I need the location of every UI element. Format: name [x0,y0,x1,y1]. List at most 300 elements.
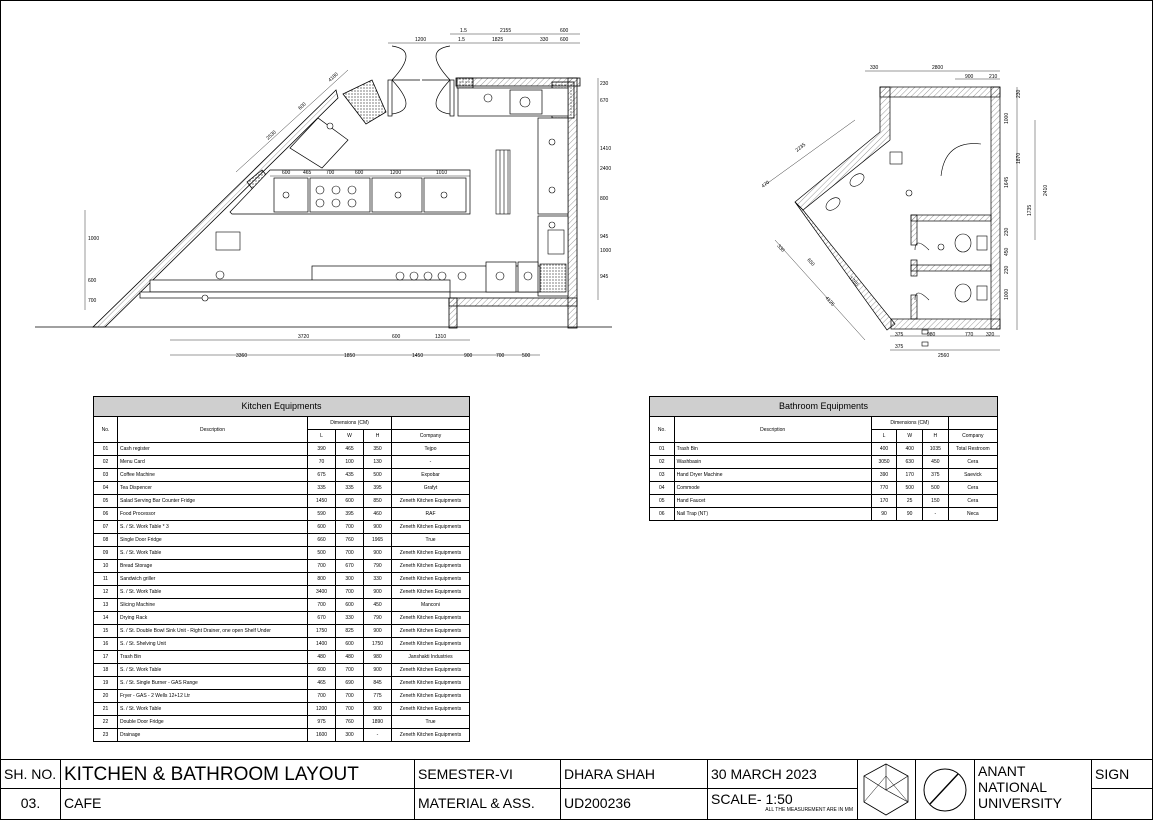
bathroom-cell-no: 04 [650,482,675,495]
svg-text:230: 230 [1016,89,1022,98]
kitchen-cell-no: 06 [94,508,118,521]
kitchen-cell-height: 1750 [364,638,392,651]
svg-text:1735: 1735 [1027,204,1033,216]
kitchen-cell-height: 900 [364,586,392,599]
bathroom-table-title: Bathroom Equipments [650,397,998,417]
kitchen-cell-height: 900 [364,664,392,677]
kitchen-cell-company: Zeneth Kitchen Equipments [392,690,470,703]
bathroom-cell-no: 01 [650,443,675,456]
kitchen-cell-company: Zeneth Kitchen Equipments [392,703,470,716]
bathroom-floor-plan [755,60,1055,360]
kitchen-cell-width: 700 [336,547,364,560]
svg-text:1645: 1645 [1004,176,1010,188]
kitchen-cell-no: 19 [94,677,118,690]
bathroom-row [650,495,998,508]
kitchen-cell-company: Expobar [392,469,470,482]
kt-header-h: H [364,430,392,443]
kitchen-cell-description: Bread Storage [118,560,308,573]
kitchen-cell-company: Janshakti Industries [392,651,470,664]
kitchen-cell-description: Trash Bin [118,651,308,664]
kitchen-cell-height: 900 [364,521,392,534]
kitchen-cell-no: 20 [94,690,118,703]
bt-header-h: H [923,430,949,443]
svg-text:1825: 1825 [492,37,504,43]
kitchen-cell-company: True [392,716,470,729]
kitchen-cell-width: 690 [336,677,364,690]
bathroom-row [650,469,998,482]
kitchen-cell-length: 390 [308,443,336,456]
svg-text:900: 900 [464,353,473,359]
svg-text:1.5: 1.5 [460,28,467,34]
kitchen-cell-description: S. / St. Single Burner - GAS Range [118,677,308,690]
kitchen-cell-company: Zeneth Kitchen Equipments [392,638,470,651]
svg-text:600: 600 [297,101,308,112]
kitchen-cell-height: 395 [364,482,392,495]
kitchen-cell-no: 03 [94,469,118,482]
bathroom-cell-company: Saevick [948,469,997,482]
svg-text:375: 375 [895,332,904,338]
kitchen-cell-description: Drying Rack [118,612,308,625]
main-door [388,46,454,116]
bathroom-cell-width: 25 [897,495,923,508]
svg-text:230: 230 [1004,265,1010,274]
kitchen-row [94,677,470,690]
kitchen-cell-description: S. / St. Shelving Unit [118,638,308,651]
kitchen-cell-company: Manconi [392,599,470,612]
kitchen-cell-no: 23 [94,729,118,742]
svg-text:330: 330 [775,243,786,254]
kitchen-cell-no: 22 [94,716,118,729]
kitchen-cell-no: 17 [94,651,118,664]
kitchen-cell-description: Fryer - GAS - 2 Wells 12+12 Ltr [118,690,308,703]
kitchen-cell-length: 335 [308,482,336,495]
kitchen-cell-no: 11 [94,573,118,586]
bathroom-table-body [650,443,998,521]
kitchen-row [94,482,470,495]
kitchen-cell-height: 900 [364,547,392,560]
kitchen-row [94,508,470,521]
kitchen-cell-height: - [364,729,392,742]
svg-text:670: 670 [600,98,609,104]
kitchen-cell-no: 13 [94,599,118,612]
bathroom-cell-description: Washbasin [674,456,871,469]
kitchen-floor-plan [0,0,620,370]
bt-header-no: No. [650,417,675,443]
kitchen-cell-company: RAF [392,508,470,521]
svg-text:1200: 1200 [390,170,402,176]
svg-text:2400: 2400 [600,166,612,172]
bt-header-l: L [871,430,897,443]
bathroom-cell-company: Cera [948,495,997,508]
bt-header-w: W [897,430,923,443]
svg-text:900: 900 [965,74,974,80]
kitchen-cell-width: 700 [336,664,364,677]
kitchen-cell-height: 450 [364,599,392,612]
kitchen-cell-description: Menu Card [118,456,308,469]
kitchen-cell-length: 700 [308,599,336,612]
svg-text:1000: 1000 [600,248,612,254]
kitchen-cell-company: Zeneth Kitchen Equipments [392,664,470,677]
kitchen-cell-no: 05 [94,495,118,508]
kitchen-cell-width: 825 [336,625,364,638]
title-block [0,759,1153,820]
kitchen-cell-length: 1600 [308,729,336,742]
kitchen-cell-width: 700 [336,586,364,599]
svg-text:1310: 1310 [435,334,447,340]
kitchen-row [94,638,470,651]
scale-cell [707,788,858,820]
kitchen-cell-width: 480 [336,651,364,664]
kitchen-cell-length: 675 [308,469,336,482]
bt-header-company: Company [948,430,997,443]
kitchen-cell-company: Zeneth Kitchen Equipments [392,560,470,573]
kitchen-cell-company: Grafyt [392,482,470,495]
student-name: DHARA SHAH [560,759,708,789]
svg-text:1000: 1000 [1004,288,1010,300]
svg-text:375: 375 [895,344,904,350]
measurement-note: ALL THE MEASUREMENT ARE IN MM [765,807,853,813]
bathroom-cell-description: Nail Trap (NT) [674,508,871,521]
bathroom-cell-company: Total Restroom [948,443,997,456]
svg-text:700: 700 [326,170,335,176]
kitchen-cell-company: - [392,456,470,469]
kitchen-row [94,664,470,677]
svg-text:1850: 1850 [344,353,356,359]
kitchen-cell-no: 21 [94,703,118,716]
svg-text:210: 210 [989,74,998,80]
kitchen-cell-company: Zeneth Kitchen Equipments [392,625,470,638]
kitchen-cell-length: 670 [308,612,336,625]
kitchen-cell-height: 900 [364,625,392,638]
svg-text:1410: 1410 [600,146,612,152]
bathroom-row [650,456,998,469]
svg-text:500: 500 [522,353,531,359]
kitchen-cell-width: 700 [336,703,364,716]
svg-text:2800: 2800 [932,65,944,71]
kitchen-cell-height: 350 [364,443,392,456]
kitchen-cell-length: 975 [308,716,336,729]
sign-field [1091,788,1153,820]
kitchen-cell-width: 435 [336,469,364,482]
bathroom-cell-company: Cera [948,482,997,495]
kitchen-cell-length: 700 [308,690,336,703]
kitchen-cell-description: Double Door Fridge [118,716,308,729]
svg-text:330: 330 [870,65,879,71]
bathroom-cell-length: 390 [871,469,897,482]
kitchen-cell-length: 70 [308,456,336,469]
kitchen-cell-no: 01 [94,443,118,456]
kitchen-cell-no: 16 [94,638,118,651]
kitchen-cell-length: 600 [308,521,336,534]
kitchen-cell-description: S. / St. Work Table [118,586,308,599]
bt-header-dimensions: Dimensions (CM) [871,417,948,430]
svg-text:770: 770 [965,332,974,338]
kitchen-cell-description: Drainage [118,729,308,742]
bathroom-cell-length: 90 [871,508,897,521]
drawing-subtitle: CAFE [60,788,415,820]
semester: SEMESTER-VI [414,759,561,789]
bathroom-cell-width: 500 [897,482,923,495]
kitchen-cell-no: 15 [94,625,118,638]
kitchen-cell-no: 08 [94,534,118,547]
kitchen-cell-company: True [392,534,470,547]
kitchen-cell-length: 590 [308,508,336,521]
bathroom-cell-length: 3050 [871,456,897,469]
kitchen-cell-length: 3400 [308,586,336,599]
svg-text:230: 230 [1004,227,1010,236]
kitchen-cell-height: 845 [364,677,392,690]
kitchen-cell-height: 775 [364,690,392,703]
svg-text:230: 230 [600,81,609,87]
kitchen-cell-height: 130 [364,456,392,469]
drawing-title: KITCHEN & BATHROOM LAYOUT [60,759,415,789]
kitchen-cell-width: 700 [336,690,364,703]
svg-text:600: 600 [355,170,364,176]
kitchen-row [94,495,470,508]
bt-header-description: Description [674,417,871,443]
date: 30 MARCH 2023 [707,759,858,789]
kitchen-cell-description: S. / St. Work Table [118,547,308,560]
svg-text:650: 650 [805,257,816,268]
svg-text:1000: 1000 [88,236,100,242]
kitchen-row [94,469,470,482]
bathroom-cell-description: Hand Dryer Machine [674,469,871,482]
university-logo-cell [857,759,916,820]
scale: SCALE- 1:50 [711,791,793,807]
kitchen-table-title: Kitchen Equipments [94,397,470,417]
svg-text:470: 470 [760,179,771,190]
bathroom-cell-no: 03 [650,469,675,482]
kitchen-row [94,560,470,573]
bathroom-cell-no: 06 [650,508,675,521]
sign-label: SIGN [1091,759,1153,789]
bathroom-cell-height: 375 [923,469,949,482]
kitchen-cell-height: 850 [364,495,392,508]
kitchen-cell-length: 480 [308,651,336,664]
kt-header-description: Description [118,417,308,443]
kitchen-row [94,651,470,664]
svg-text:450: 450 [1004,247,1010,256]
svg-text:320: 320 [986,332,995,338]
kitchen-cell-company: Zeneth Kitchen Equipments [392,677,470,690]
kitchen-cell-length: 700 [308,560,336,573]
svg-text:330: 330 [540,37,549,43]
kitchen-cell-length: 1750 [308,625,336,638]
bathroom-cell-height: 500 [923,482,949,495]
bathroom-row [650,482,998,495]
kitchen-cell-company: Zeneth Kitchen Equipments [392,612,470,625]
kitchen-cell-description: Single Door Fridge [118,534,308,547]
kitchen-cell-description: S. / St. Work Table * 3 [118,521,308,534]
bathroom-cell-height: 450 [923,456,949,469]
svg-text:1.5: 1.5 [458,37,465,43]
svg-text:1010: 1010 [436,170,448,176]
kitchen-cell-description: Sandwich griller [118,573,308,586]
svg-text:2410: 2410 [1043,184,1049,196]
bathroom-row [650,443,998,456]
kt-header-w: W [336,430,364,443]
bathroom-cell-height: - [923,508,949,521]
kt-header-no: No. [94,417,118,443]
kitchen-cell-description: Cash register [118,443,308,456]
svg-text:600: 600 [392,334,401,340]
bathroom-cell-height: 1035 [923,443,949,456]
kitchen-cell-no: 04 [94,482,118,495]
kitchen-cell-company: Zeneth Kitchen Equipments [392,729,470,742]
svg-text:3720: 3720 [298,334,310,340]
kitchen-cell-length: 1400 [308,638,336,651]
kitchen-cell-no: 14 [94,612,118,625]
svg-text:4180: 4180 [327,71,340,84]
kitchen-row [94,612,470,625]
polyhedron-logo-icon [858,760,915,819]
kitchen-cell-description: Tea Dispencer [118,482,308,495]
kitchen-row [94,573,470,586]
kitchen-cell-height: 1890 [364,716,392,729]
kitchen-cell-description: S. / St. Work Table [118,664,308,677]
bathroom-cell-width: 630 [897,456,923,469]
kitchen-cell-length: 660 [308,534,336,547]
kitchen-cell-height: 500 [364,469,392,482]
svg-text:945: 945 [600,234,609,240]
kitchen-cell-width: 600 [336,638,364,651]
kitchen-row [94,547,470,560]
bathroom-cell-length: 170 [871,495,897,508]
kitchen-cell-description: Salad Serving Bar Counter Fridge [118,495,308,508]
kitchen-cell-description: Coffee Machine [118,469,308,482]
svg-text:3360: 3360 [236,353,248,359]
bathroom-row [650,508,998,521]
kitchen-cell-height: 900 [364,703,392,716]
kt-header-company: Company [392,430,470,443]
bathroom-cell-length: 400 [871,443,897,456]
kitchen-cell-no: 09 [94,547,118,560]
kitchen-cell-no: 07 [94,521,118,534]
bathroom-cell-description: Hand Faucet [674,495,871,508]
kitchen-cell-height: 790 [364,612,392,625]
kitchen-cell-width: 300 [336,729,364,742]
svg-text:800: 800 [600,196,609,202]
svg-text:4125: 4125 [823,295,836,308]
svg-text:945: 945 [600,274,609,280]
bt-header-blank [948,417,997,430]
kitchen-cell-length: 465 [308,677,336,690]
svg-text:2530: 2530 [265,129,278,142]
kitchen-cell-width: 600 [336,599,364,612]
svg-text:2560: 2560 [938,353,950,359]
kitchen-equipment-table [93,396,470,742]
kitchen-cell-length: 800 [308,573,336,586]
bathroom-cell-width: 170 [897,469,923,482]
bathroom-cell-width: 90 [897,508,923,521]
bathroom-cell-description: Trash Bin [674,443,871,456]
kitchen-cell-width: 465 [336,443,364,456]
university-name [974,759,1092,820]
student-id: UD200236 [560,788,708,820]
bathroom-cell-description: Commode [674,482,871,495]
kitchen-cell-company: Tejpo [392,443,470,456]
svg-text:600: 600 [88,278,97,284]
kitchen-cell-no: 12 [94,586,118,599]
kitchen-cell-length: 1450 [308,495,336,508]
svg-text:600: 600 [560,28,569,34]
bathroom-equipment-table [649,396,998,521]
svg-text:1000: 1000 [1004,112,1010,124]
kitchen-cell-height: 460 [364,508,392,521]
svg-text:1765: 1765 [847,275,860,288]
svg-text:1870: 1870 [1016,152,1022,164]
kitchen-cell-length: 500 [308,547,336,560]
kitchen-cell-width: 700 [336,521,364,534]
kt-header-blank [392,417,470,430]
svg-text:2155: 2155 [500,28,512,34]
kitchen-row [94,521,470,534]
kitchen-cell-width: 600 [336,495,364,508]
compass-logo-cell [915,759,975,820]
kitchen-cell-description: Slicing Machine [118,599,308,612]
kitchen-cell-company: Zeneth Kitchen Equipments [392,573,470,586]
svg-text:1200: 1200 [415,37,427,43]
kitchen-cell-width: 760 [336,716,364,729]
kitchen-cell-width: 760 [336,534,364,547]
kitchen-cell-height: 790 [364,560,392,573]
kitchen-cell-length: 600 [308,664,336,677]
kitchen-row [94,586,470,599]
kitchen-row [94,690,470,703]
kitchen-cell-description: S. / St. Double Bowl Sink Unit - Right Drainer, one open Shelf Under [118,625,308,638]
kitchen-cell-company: Zeneth Kitchen Equipments [392,495,470,508]
kitchen-row [94,703,470,716]
kitchen-cell-width: 670 [336,560,364,573]
kitchen-cell-width: 330 [336,612,364,625]
kitchen-cell-company: Zeneth Kitchen Equipments [392,521,470,534]
kitchen-row [94,716,470,729]
kitchen-row [94,599,470,612]
svg-text:465: 465 [303,170,312,176]
sheet-number-label: SH. NO. [0,759,61,789]
kitchen-cell-company: Zeneth Kitchen Equipments [392,586,470,599]
bathroom-cell-company: Cera [948,456,997,469]
kitchen-cell-company: Zeneth Kitchen Equipments [392,547,470,560]
bathroom-cell-length: 770 [871,482,897,495]
bathroom-cell-width: 400 [897,443,923,456]
bathroom-cell-height: 150 [923,495,949,508]
bathroom-cell-no: 02 [650,456,675,469]
subject: MATERIAL & ASS. [414,788,561,820]
kitchen-cell-width: 100 [336,456,364,469]
kitchen-cell-height: 980 [364,651,392,664]
university-line-3: UNIVERSITY [978,795,1063,811]
kitchen-row [94,625,470,638]
kitchen-row [94,729,470,742]
svg-text:980: 980 [927,332,936,338]
kitchen-cell-description: Food Processor [118,508,308,521]
svg-text:2235: 2235 [794,141,807,154]
kitchen-cell-width: 335 [336,482,364,495]
svg-text:700: 700 [496,353,505,359]
kitchen-cell-height: 1965 [364,534,392,547]
kitchen-cell-description: S. / St. Work Table [118,703,308,716]
kitchen-cell-no: 18 [94,664,118,677]
bathroom-cell-company: Neca [948,508,997,521]
svg-text:600: 600 [282,170,291,176]
svg-text:700: 700 [88,298,97,304]
university-line-1: ANANT [978,763,1026,779]
kitchen-cell-no: 02 [94,456,118,469]
university-line-2: NATIONAL [978,779,1047,795]
kitchen-row [94,456,470,469]
kt-header-dimensions: Dimensions (CM) [308,417,392,430]
